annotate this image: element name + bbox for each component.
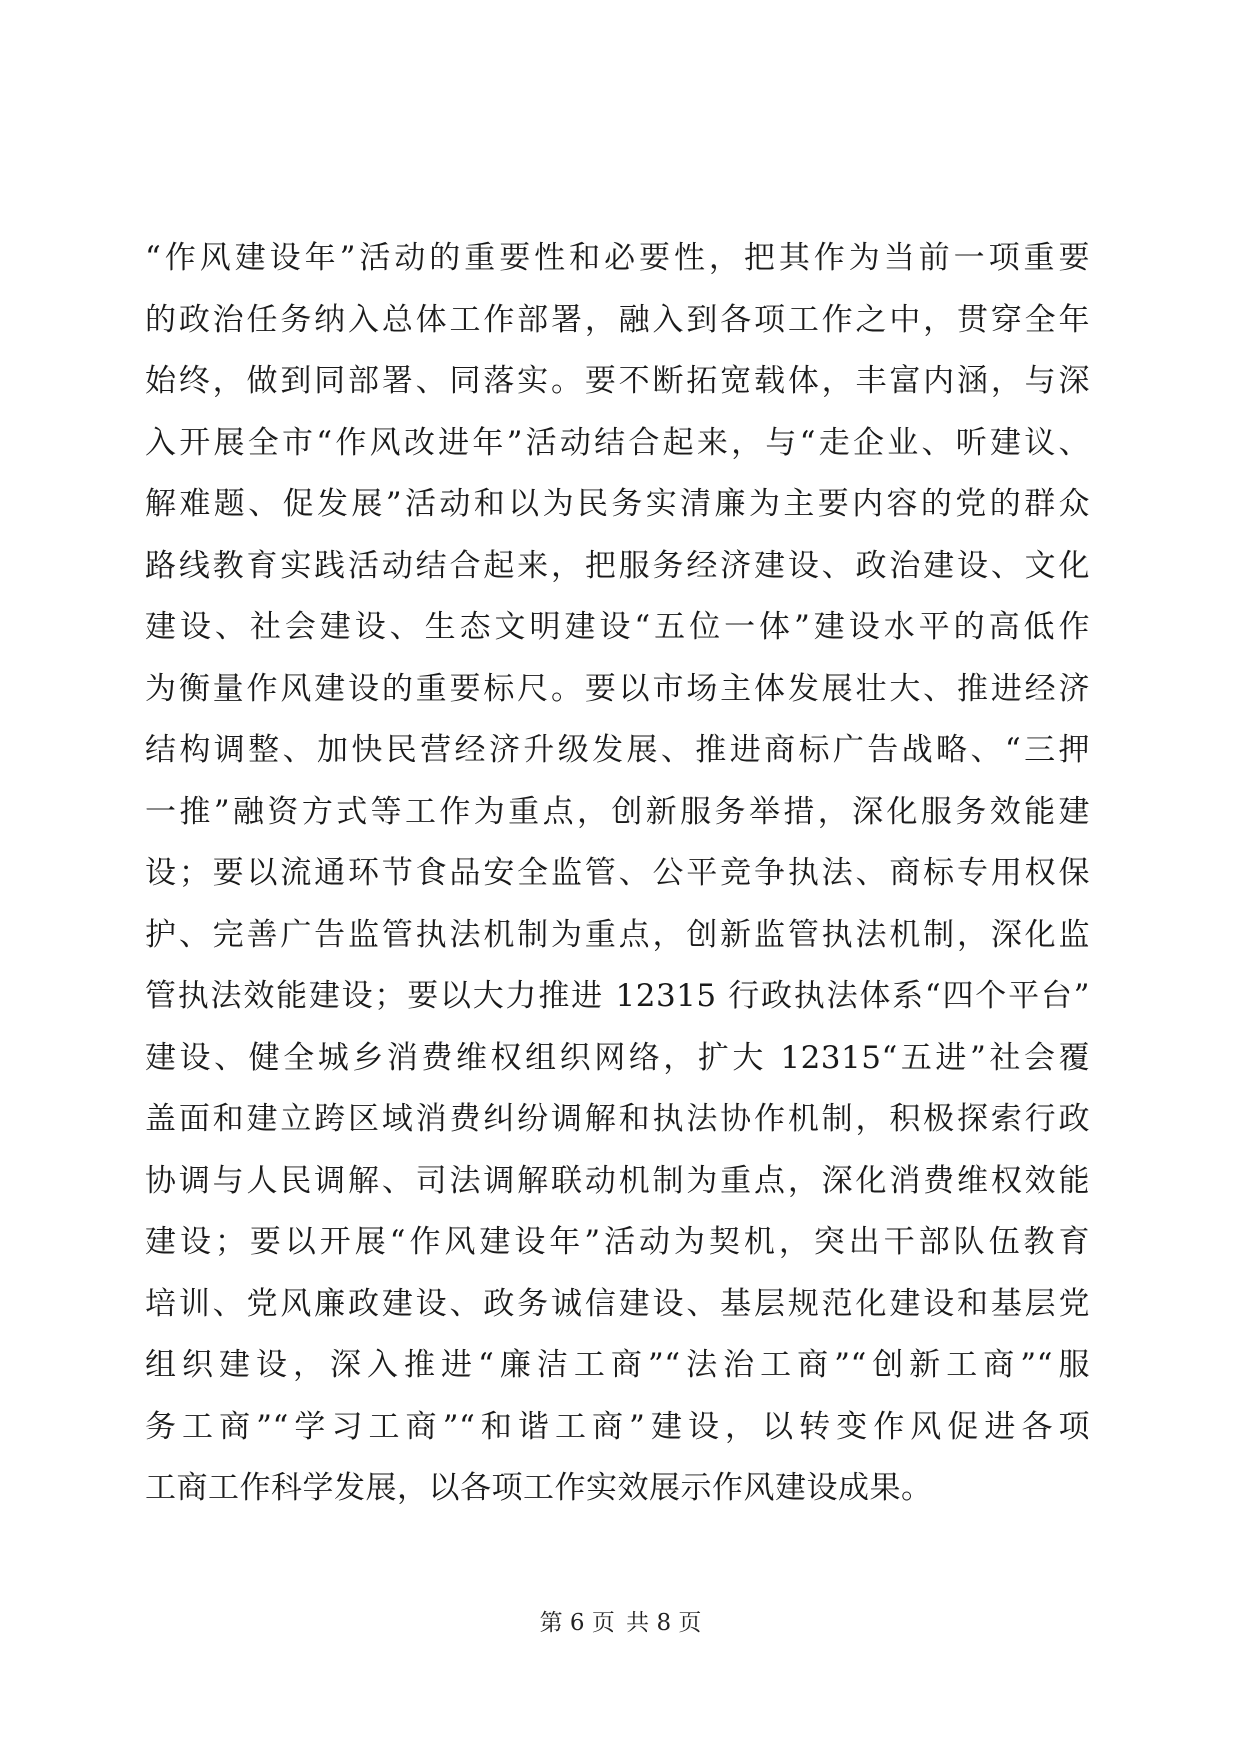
text-line: 结构调整、加快民营经济升级发展、推进商标广告战略、“三押 [145,732,1090,768]
text-line: 始终，做到同部署、同落实。要不断拓宽载体，丰富内涵，与深 [145,363,1090,399]
text-line: 务工商”“学习工商”“和谐工商”建设，以转变作风促进各项 [145,1408,1090,1445]
page-footer [0,1608,1241,1638]
text-line: 解难题、促发展”活动和以为民务实清廉为主要内容的党的群众 [145,486,1090,522]
text-line: 协调与人民调解、司法调解联动机制为重点，深化消费维权效能 [145,1162,1090,1199]
text-line: 工商工作科学发展，以各项工作实效展示作风建设成果。 [145,1470,933,1506]
text-line: 建设、健全城乡消费维权组织网络，扩大 12315“五进”社会覆 [145,1039,1090,1076]
text-line: 为衡量作风建设的重要标尺。要以市场主体发展壮大、推进经济 [145,670,1090,707]
text-line: 的政治任务纳入总体工作部署，融入到各项工作之中，贯穿全年 [145,301,1090,338]
text-line: 培训、党风廉政建设、政务诚信建设、基层规范化建设和基层党 [145,1285,1090,1322]
text-line: 一推”融资方式等工作为重点，创新服务举措，深化服务效能建 [145,793,1090,830]
page-number: 第 6 页 [539,1610,615,1636]
text-line: 入开展全市“作风改进年”活动结合起来，与“走企业、听建议、 [145,424,1090,461]
text-line: 管执法效能建设；要以大力推进 12315 行政执法体系“四个平台” [145,978,1090,1014]
body-text [145,228,1090,1520]
text-line: 路线教育实践活动结合起来，把服务经济建设、政治建设、文化 [145,547,1090,584]
text-line: 建设、社会建设、生态文明建设“五位一体”建设水平的高低作 [145,609,1090,645]
text-line: 盖面和建立跨区域消费纠纷调解和执法协作机制，积极探索行政 [145,1101,1090,1137]
text-line: 设；要以流通环节食品安全监管、公平竞争执法、商标专用权保 [145,855,1090,891]
text-line: 组织建设，深入推进“廉洁工商”“法治工商”“创新工商”“服 [145,1347,1090,1383]
text-line: “作风建设年”活动的重要性和必要性，把其作为当前一项重要 [145,240,1090,276]
total-pages: 共 8 页 [626,1610,702,1636]
text-line: 建设；要以开展“作风建设年”活动为契机，突出干部队伍教育 [145,1224,1090,1260]
text-line: 护、完善广告监管执法机制为重点，创新监管执法机制，深化监 [145,916,1090,953]
